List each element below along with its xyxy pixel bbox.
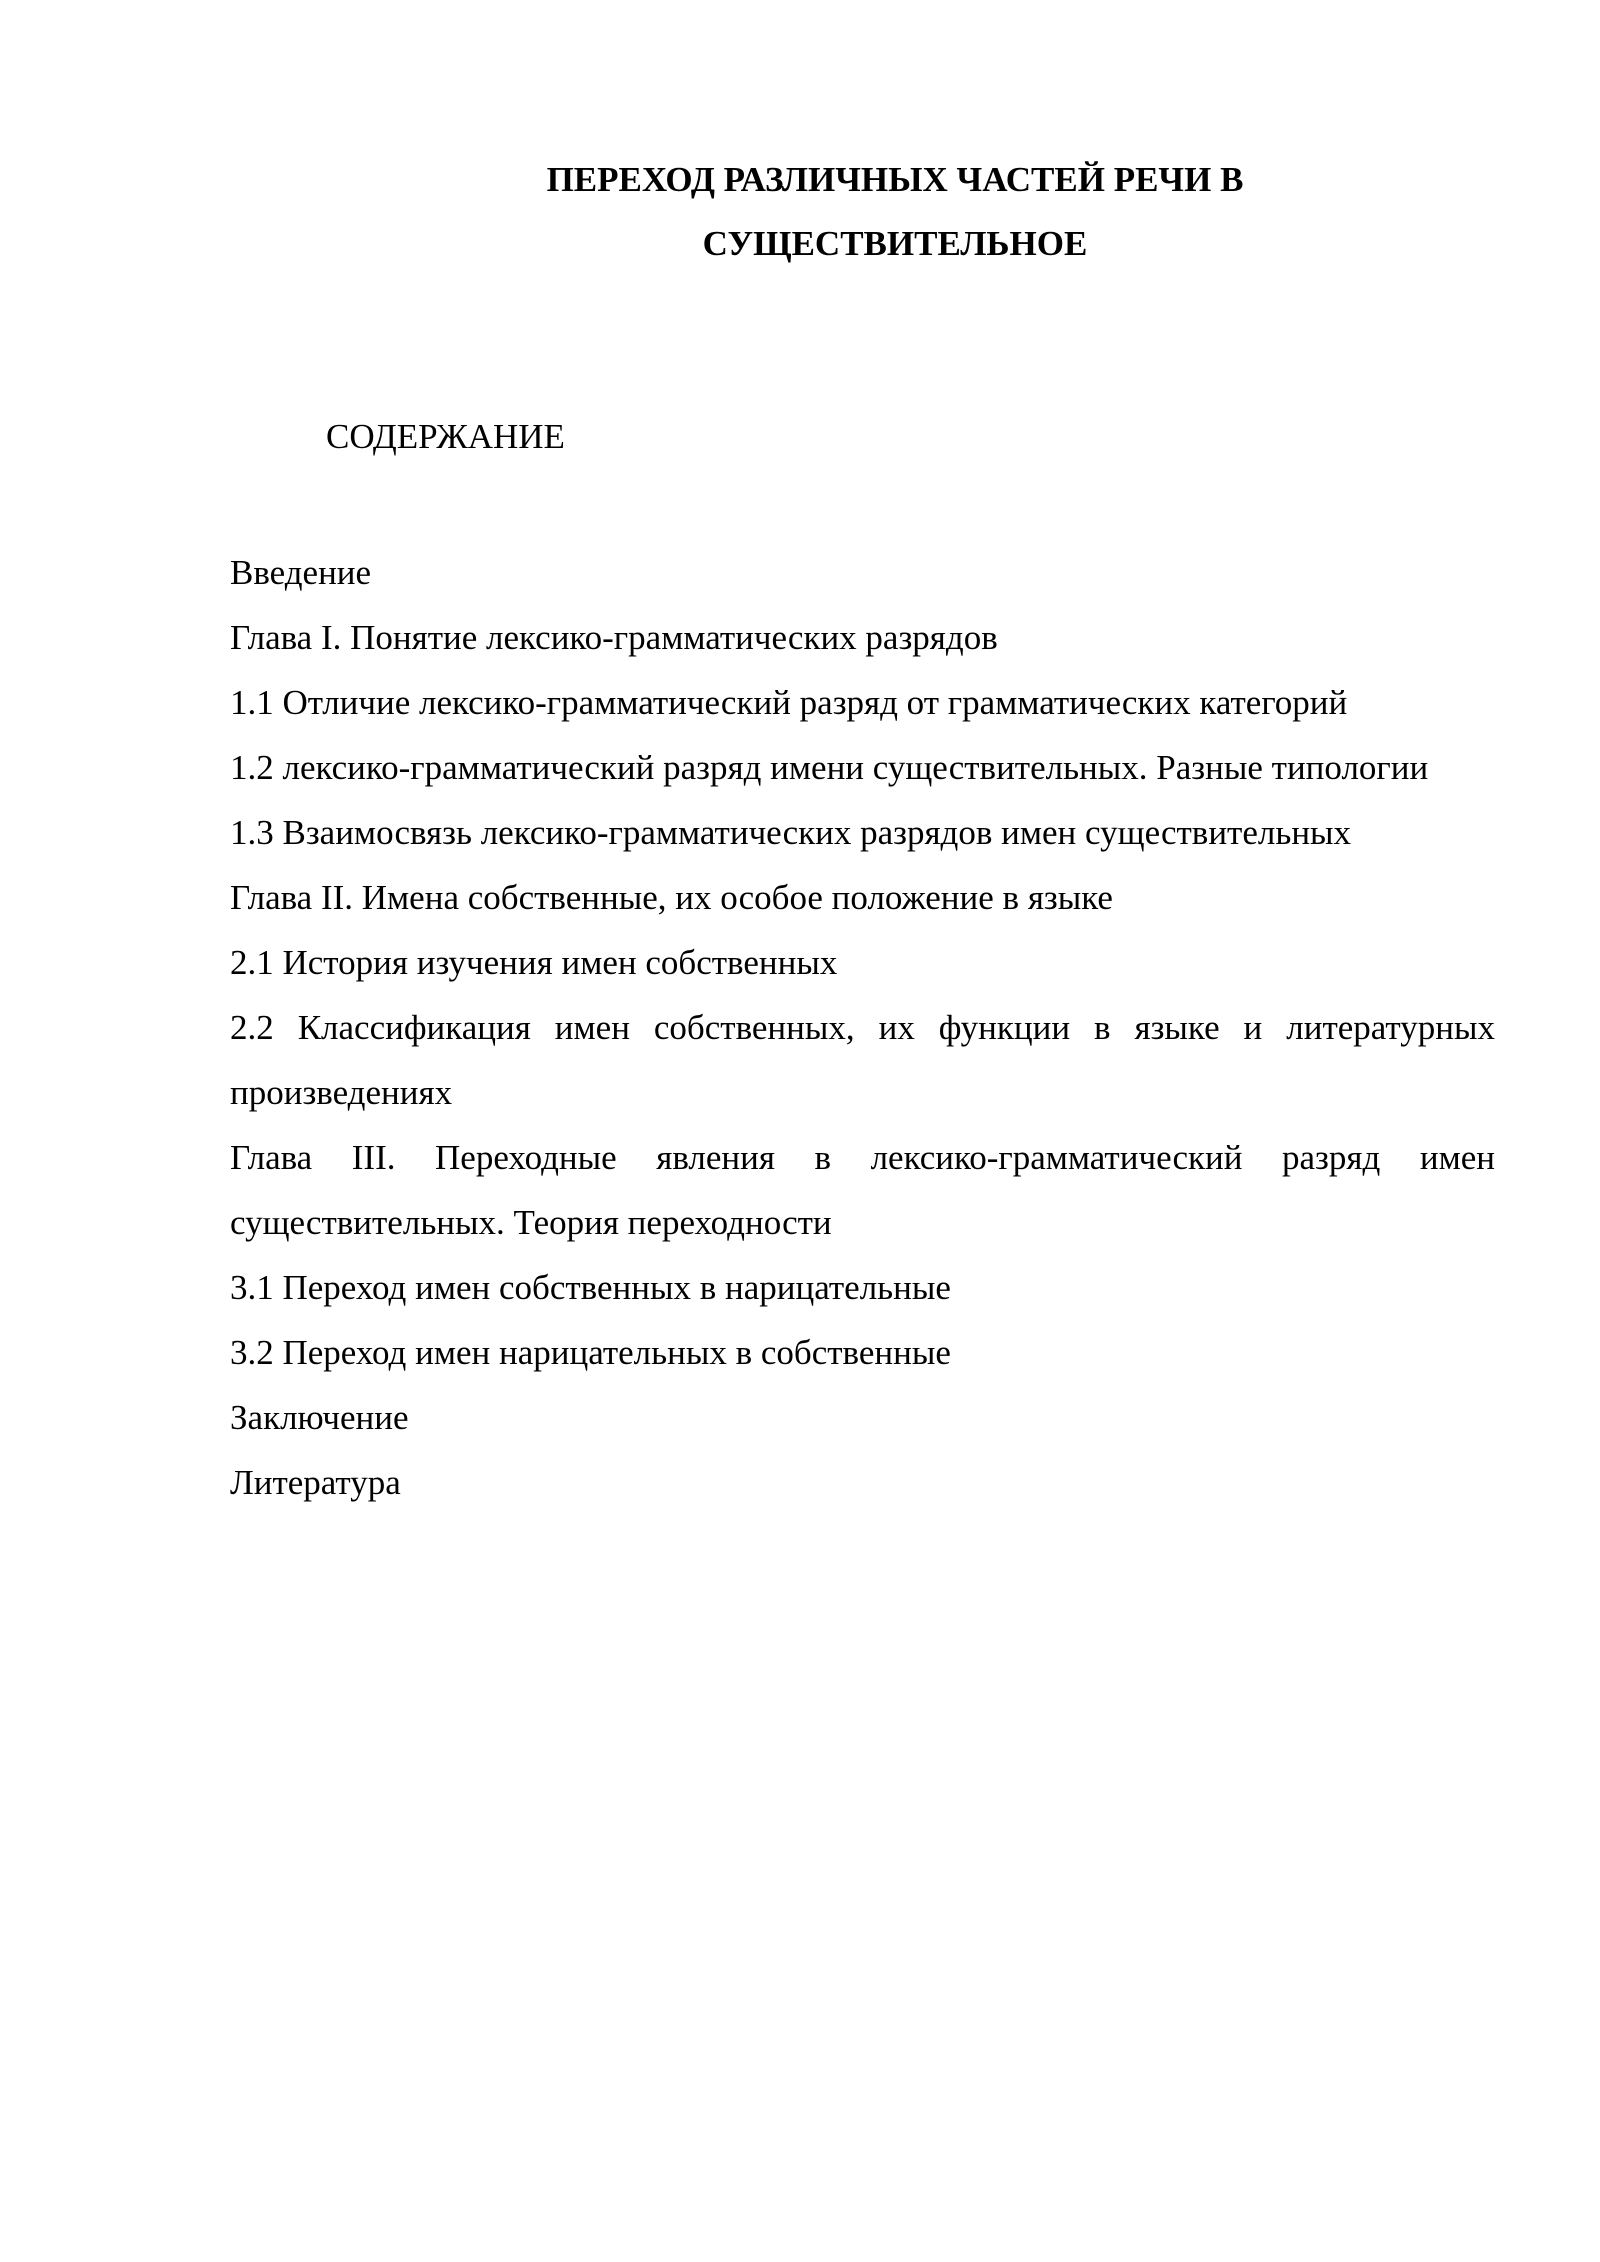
toc-item-section-1-2: 1.2 лексико-грамматический разряд имени существительных. Разные типологии [230,748,1429,787]
document-title-line-2: СУЩЕСТВИТЕЛЬНОЕ [702,224,1088,263]
toc-item-section-1-3: 1.3 Взаимосвязь лексико-грамматических разрядов имен существительных [230,813,1352,852]
toc-item-conclusion: Заключение [230,1398,409,1437]
toc-item-chapter-1: Глава I. Понятие лексико-грамматических разрядов [230,618,998,657]
toc-item-chapter-3: Глава III. Переходные явления в лексико-грамматический разряд имен существительных. Теория переходности [230,1138,1495,1242]
toc-item-section-3-2: 3.2 Переход имен нарицательных в собственные [230,1333,951,1372]
toc-heading: СОДЕРЖАНИЕ [326,417,565,456]
toc-item-section-2-1: 2.1 История изучения имен собственных [230,943,838,982]
toc-item-chapter-2: Глава II. Имена собственные, их особое положение в языке [230,878,1113,917]
toc-item-section-2-2: 2.2 Классификация имен собственных, их функции в языке и литературных произведениях [230,1008,1495,1112]
table-of-contents [230,540,1495,1515]
toc-item-introduction: Введение [230,553,372,592]
toc-item-section-1-1: 1.1 Отличие лексико-грамматический разряд от грамматических категорий [230,683,1348,722]
document-title-line-1: ПЕРЕХОД РАЗЛИЧНЫХ ЧАСТЕЙ РЕЧИ В [546,160,1244,199]
toc-item-section-3-1: 3.1 Переход имен собственных в нарицательные [230,1268,951,1307]
document-title [230,148,1560,276]
toc-item-literature: Литература [230,1463,401,1502]
